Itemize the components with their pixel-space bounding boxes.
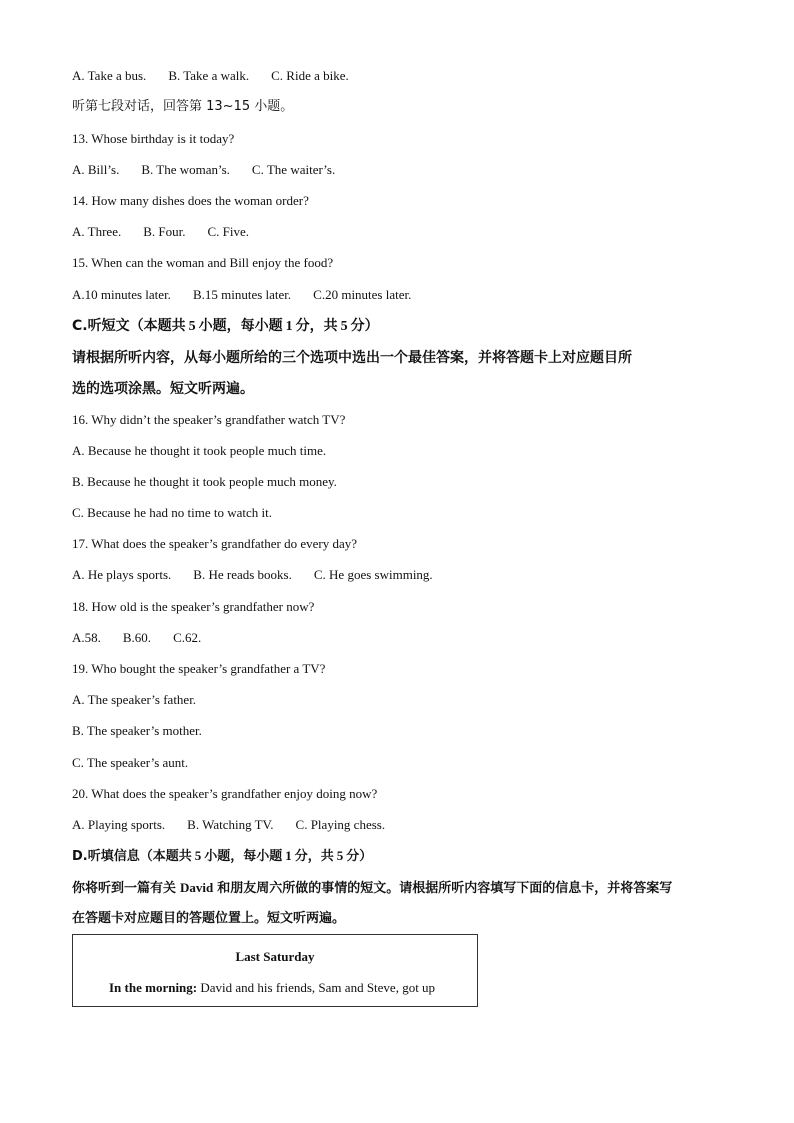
q19-option-c: C. The speaker’s aunt. [72, 755, 189, 770]
q14-question: 14. How many dishes does the woman order? [72, 193, 309, 208]
option: B. He reads books. [193, 567, 292, 582]
option: B.60. [122, 630, 152, 645]
dialog-7-prompt: 听第七段对话，回答第 13~15 小题。 [72, 99, 294, 114]
option: B. The woman’s. [141, 162, 230, 177]
q16-option-b: B. Because he thought it took people much money. [72, 474, 337, 489]
q20-question: 20. What does the speaker’s grandfather enjoy doing now? [72, 786, 378, 801]
option: A. He plays sports. [72, 567, 172, 582]
section-c-instruction-line1: 请根据所听内容，从每小题所给的三个选项中选出一个最佳答案，并将答题卡上对应题目所 [72, 350, 632, 366]
q16-question: 16. Why didn’t the speaker’s grandfather watch TV? [72, 412, 346, 427]
q15-options [72, 287, 411, 303]
card-text: David and his friends, Sam and Steve, got up [197, 980, 436, 995]
option: A.10 minutes later. [72, 287, 171, 302]
section-c-heading: C.听短文（本题共 5 小题，每小题 1 分，共 5 分） [72, 318, 379, 334]
option: C.20 minutes later. [313, 287, 412, 302]
card-title: Last Saturday [235, 949, 315, 964]
section-d-heading: D.听填信息（本题共 5 小题，每小题 1 分，共 5 分） [72, 848, 373, 864]
q19-option-b: B. The speaker’s mother. [72, 723, 202, 738]
option: C. He goes swimming. [313, 567, 433, 582]
option: C. Ride a bike. [271, 68, 349, 83]
option: C. Five. [207, 224, 250, 239]
option: C. Playing chess. [295, 817, 386, 832]
q20-options [72, 817, 385, 833]
option: A. Three. [72, 224, 122, 239]
q14-options [72, 224, 249, 240]
option: A. Bill’s. [72, 162, 120, 177]
option: B. Four. [143, 224, 186, 239]
option: A.58. [72, 630, 101, 645]
q19-option-a: A. The speaker’s father. [72, 692, 197, 707]
q12-options [72, 68, 349, 84]
option: A. Playing sports. [72, 817, 166, 832]
q19-question: 19. Who bought the speaker’s grandfather a TV? [72, 661, 326, 676]
option: B. Watching TV. [187, 817, 274, 832]
option: B. Take a walk. [168, 68, 250, 83]
option: C. The waiter’s. [251, 162, 336, 177]
option: A. Take a bus. [72, 68, 147, 83]
section-d-instruction-line2: 在答题卡对应题目的答题位置上。短文听两遍。 [72, 911, 346, 926]
option: C.62. [173, 630, 202, 645]
q17-options [72, 567, 433, 583]
q13-options [72, 162, 335, 178]
card-label: In the morning: [109, 980, 198, 995]
q16-option-a: A. Because he thought it took people much time. [72, 443, 327, 458]
q16-option-c: C. Because he had no time to watch it. [72, 505, 273, 520]
info-card [72, 934, 478, 1007]
option: B.15 minutes later. [192, 287, 292, 302]
q18-question: 18. How old is the speaker’s grandfather now? [72, 599, 315, 614]
q15-question: 15. When can the woman and Bill enjoy the food? [72, 255, 334, 270]
card-body [109, 980, 435, 996]
section-d-instruction-line1: 你将听到一篇有关 David 和朋友周六所做的事情的短文。请根据所听内容填写下面的信息卡，并将答案写 [72, 880, 673, 896]
q13-question: 13. Whose birthday is it today? [72, 131, 235, 146]
instruction-name: David [180, 880, 214, 895]
section-c-instruction-line2: 选的选项涂黑。短文听两遍。 [72, 381, 254, 397]
q18-options [72, 630, 201, 646]
q17-question: 17. What does the speaker’s grandfather do every day? [72, 536, 358, 551]
